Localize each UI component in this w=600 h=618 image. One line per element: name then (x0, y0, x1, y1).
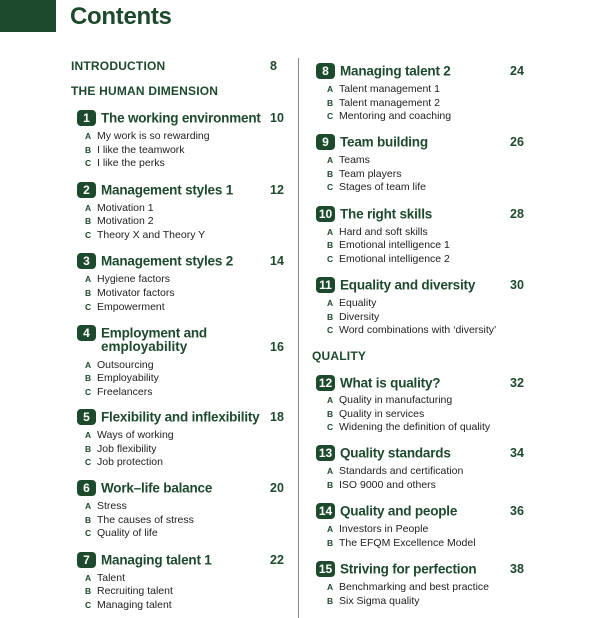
unit-13-page: 34 (510, 446, 524, 460)
corner-block (0, 0, 56, 32)
unit-8-title: Managing talent 2 (340, 63, 451, 79)
unit-3-number: 3 (77, 253, 96, 269)
unit-3-page: 14 (270, 254, 284, 268)
unit-10-item-a: A Hard and soft skills (327, 226, 428, 238)
unit-2-page: 12 (270, 183, 284, 197)
unit-8-heading (316, 62, 451, 80)
unit-6-item-c: C Quality of life (85, 527, 158, 539)
unit-2-number: 2 (77, 182, 96, 198)
unit-5-heading (77, 408, 259, 426)
page-title: Contents (70, 3, 172, 30)
unit-13-title: Quality standards (340, 445, 451, 461)
unit-11-item-b: B Diversity (327, 311, 380, 323)
unit-15-title: Striving for perfection (340, 561, 477, 577)
unit-1-item-a: A My work is so rewarding (85, 130, 210, 142)
unit-10-item-b: B Emotional intelligence 1 (327, 239, 450, 251)
unit-10-title: The right skills (340, 206, 433, 222)
unit-2-title: Management styles 1 (101, 182, 234, 198)
unit-13-number: 13 (316, 445, 335, 461)
unit-3-item-b: B Motivator factors (85, 287, 175, 299)
unit-12-title: What is quality? (340, 375, 441, 391)
unit-9-item-a: A Teams (327, 154, 370, 166)
unit-5-title: Flexibility and inflexibility (101, 409, 260, 425)
unit-6-number: 6 (77, 480, 96, 496)
unit-12-heading (316, 374, 440, 392)
unit-4-title: Employment and (101, 325, 207, 341)
unit-1-title: The working environment (101, 110, 261, 126)
unit-6-title: Work–life balance (101, 480, 213, 496)
unit-8-item-b: B Talent management 2 (327, 97, 440, 109)
unit-8-item-c: C Mentoring and coaching (327, 110, 452, 122)
unit-3-item-a: A Hygiene factors (85, 273, 170, 285)
unit-5-page: 18 (270, 410, 284, 424)
unit-11-item-c: C Word combinations with ‘diversity’ (327, 324, 497, 336)
unit-11-number: 11 (316, 277, 335, 293)
unit-6-item-b: B The causes of stress (85, 514, 194, 526)
unit-12-item-b: B Quality in services (327, 408, 425, 420)
unit-9-number: 9 (316, 134, 335, 150)
introduction-page: 8 (270, 59, 277, 73)
unit-4-page: 16 (270, 340, 284, 354)
unit-7-heading (77, 551, 212, 569)
unit-1-page: 10 (270, 111, 284, 125)
unit-8-page: 24 (510, 64, 524, 78)
unit-13-heading (316, 444, 451, 462)
unit-4-title-line2: employability (101, 339, 188, 354)
unit-9-item-b: B Team players (327, 168, 402, 180)
unit-12-number: 12 (316, 375, 335, 391)
section-human-dimension: THE HUMAN DIMENSION (71, 84, 219, 98)
unit-4-item-c: C Freelancers (85, 386, 153, 398)
unit-9-item-c: C Stages of team life (327, 181, 426, 193)
unit-2-item-a: A Motivation 1 (85, 202, 154, 214)
unit-12-item-a: A Quality in manufacturing (327, 394, 453, 406)
unit-6-heading (77, 479, 212, 497)
unit-7-page: 22 (270, 553, 284, 567)
unit-6-item-a: A Stress (85, 500, 127, 512)
unit-10-page: 28 (510, 207, 524, 221)
unit-10-item-c: C Emotional intelligence 2 (327, 253, 450, 265)
unit-14-heading (316, 502, 457, 520)
unit-4-item-a: A Outsourcing (85, 359, 154, 371)
unit-7-item-a: A Talent (85, 572, 126, 584)
unit-1-item-c: C I like the perks (85, 157, 165, 169)
unit-7-item-b: B Recruiting talent (85, 585, 173, 597)
unit-5-number: 5 (77, 409, 96, 425)
unit-2-item-b: B Motivation 2 (85, 215, 154, 227)
unit-14-item-a: A Investors in People (327, 523, 429, 535)
unit-15-item-a: A Benchmarking and best practice (327, 581, 489, 593)
unit-3-title: Management styles 2 (101, 253, 234, 269)
unit-7-title: Managing talent 1 (101, 552, 212, 568)
unit-9-title: Team building (340, 134, 428, 150)
unit-3-item-c: C Empowerment (85, 301, 165, 313)
unit-15-number: 15 (316, 561, 335, 577)
unit-8-number: 8 (316, 63, 335, 79)
unit-11-page: 30 (510, 278, 524, 292)
unit-2-heading (77, 181, 233, 199)
unit-5-item-a: A Ways of working (85, 429, 174, 441)
unit-1-item-b: B I like the teamwork (85, 144, 185, 156)
unit-15-heading (316, 560, 476, 578)
unit-6-page: 20 (270, 481, 284, 495)
unit-11-item-a: A Equality (327, 297, 377, 309)
unit-4-item-b: B Employability (85, 372, 159, 384)
unit-5-item-b: B Job flexibility (85, 443, 157, 455)
unit-4-number: 4 (77, 325, 96, 341)
unit-15-page: 38 (510, 562, 524, 576)
unit-1-heading (77, 109, 261, 127)
unit-9-heading (316, 133, 428, 151)
unit-11-title: Equality and diversity (340, 277, 476, 293)
unit-9-page: 26 (510, 135, 524, 149)
unit-7-item-c: C Managing talent (85, 599, 172, 611)
unit-5-item-c: C Job protection (85, 456, 163, 468)
unit-3-heading (77, 252, 233, 270)
unit-10-heading (316, 205, 432, 223)
column-divider (298, 58, 299, 618)
introduction-heading: INTRODUCTION (71, 59, 166, 73)
unit-1-number: 1 (77, 110, 96, 126)
unit-2-item-c: C Theory X and Theory Y (85, 229, 206, 241)
unit-13-item-b: B ISO 9000 and others (327, 479, 436, 491)
section-quality: QUALITY (312, 349, 367, 363)
unit-10-number: 10 (316, 206, 335, 222)
unit-11-heading (316, 276, 475, 294)
unit-7-number: 7 (77, 552, 96, 568)
unit-12-item-c: C Widening the definition of quality (327, 421, 491, 433)
unit-15-item-b: B Six Sigma quality (327, 595, 420, 607)
unit-13-item-a: A Standards and certification (327, 465, 464, 477)
unit-8-item-a: A Talent management 1 (327, 83, 440, 95)
unit-14-page: 36 (510, 504, 524, 518)
unit-14-number: 14 (316, 503, 335, 519)
unit-12-page: 32 (510, 376, 524, 390)
unit-14-item-b: B The EFQM Excellence Model (327, 537, 476, 549)
unit-14-title: Quality and people (340, 503, 458, 519)
